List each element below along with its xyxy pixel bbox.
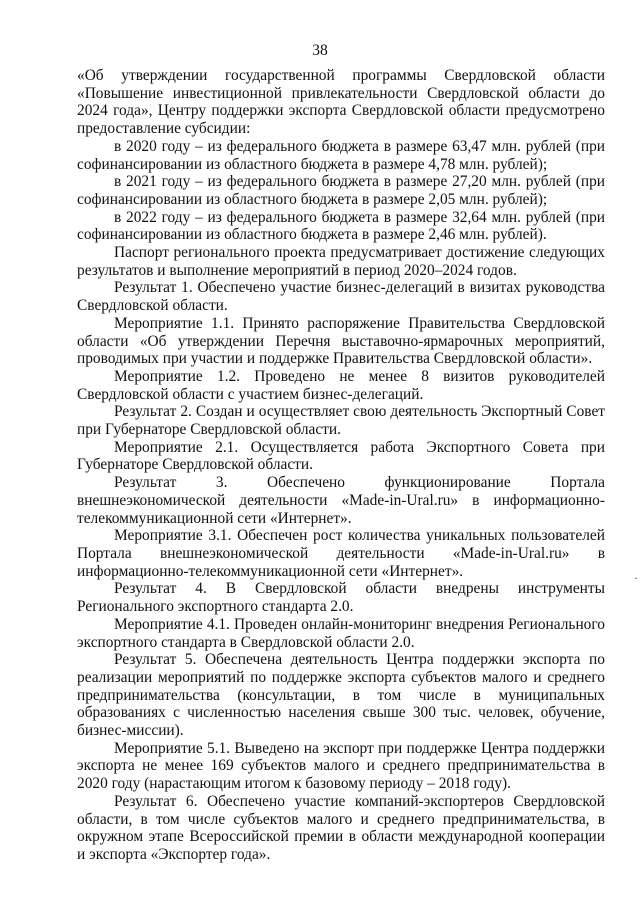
paragraph: Результат 4. В Свердловской области внедрены инструменты Регионального экспортного стандарта 2.0.	[77, 580, 605, 616]
paragraph: в 2020 году – из федерального бюджета в размере 63,47 млн. рублей (при софинансировании из областного бюджета в размере 4,78 млн. рублей);	[77, 137, 605, 173]
paragraph: Мероприятие 2.1. Осуществляется работа Экспортного Совета при Губернаторе Свердловской области.	[77, 438, 605, 474]
paragraph: Мероприятие 5.1. Выведено на экспорт при поддержке Центра поддержки экспорта не менее 169 субъектов малого и среднего предпринимательства в 2020 году (нарастающим итогом к базовому периоду – 2018 году).	[77, 739, 605, 793]
paragraph: Результат 6. Обеспечено участие компаний-экспортеров Свердловской области, в том числе субъектов малого и среднего предпринимательства, в окружном этапе Всероссийской премии в области международной кооперации и экспорта «Экспортер года».	[77, 792, 605, 863]
page-number: 38	[312, 42, 328, 59]
paragraph: Паспорт регионального проекта предусматривает достижение следующих результатов и выполнение мероприятий в период 2020–2024 годов.	[77, 244, 605, 279]
paragraph: Результат 3. Обеспечено функционирование Портала внешнеэкономической деятельности «Made-in-Ural.ru» в информационно-телекоммуникационной сети «Интернет».	[77, 474, 605, 527]
paragraph: в 2022 году – из федерального бюджета в размере 32,64 млн. рублей (при софинансировании из областного бюджета в размере 2,46 млн. рублей).	[77, 208, 605, 244]
paragraph: Мероприятие 3.1. Обеспечен рост количества уникальных пользователей Портала внешнеэкономической деятельности «Made-in-Ural.ru» в информационно-телекоммуникационной сети «Интернет».	[77, 527, 605, 580]
paragraph: «Об утверждении государственной программы Свердловской области «Повышение инвестиционной привлекательности Свердловской области до 2024 года», Центру поддержки экспорта Свердловской области предусмотрено предоставление субсидии:	[77, 67, 605, 138]
paragraph: Мероприятие 4.1. Проведен онлайн-мониторинг внедрения Регионального экспортного стандарта в Свердловской области 2.0.	[77, 615, 605, 651]
paragraph: Результат 5. Обеспечена деятельность Центра поддержки экспорта по реализации мероприятий по поддержке экспорта субъектов малого и среднего предпринимательства (консультации, в том числе в муниципальных образованиях с численностью населения свыше 300 тыс. человек, обучение, бизнес-миссии).	[77, 651, 605, 740]
paragraph: Результат 1. Обеспечено участие бизнес-делегаций в визитах руководства Свердловской области.	[77, 279, 605, 315]
paragraph: Мероприятие 1.2. Проведено не менее 8 визитов руководителей Свердловской области с участием бизнес-делегаций.	[77, 367, 605, 403]
paragraph: Результат 2. Создан и осуществляет свою деятельность Экспортный Совет при Губернаторе Свердловской области.	[77, 403, 605, 439]
paragraph: Мероприятие 1.1. Принято распоряжение Правительства Свердловской области «Об утверждении Перечня выставочно-ярмарочных мероприятий, проводимых при участии и поддержке Правительства Свердловской области».	[77, 314, 605, 368]
margin-mark: ·	[634, 571, 638, 585]
body-text	[77, 67, 605, 864]
paragraph: в 2021 году – из федерального бюджета в размере 27,20 млн. рублей (при софинансировании из областного бюджета в размере 2,05 млн. рублей);	[77, 173, 605, 208]
